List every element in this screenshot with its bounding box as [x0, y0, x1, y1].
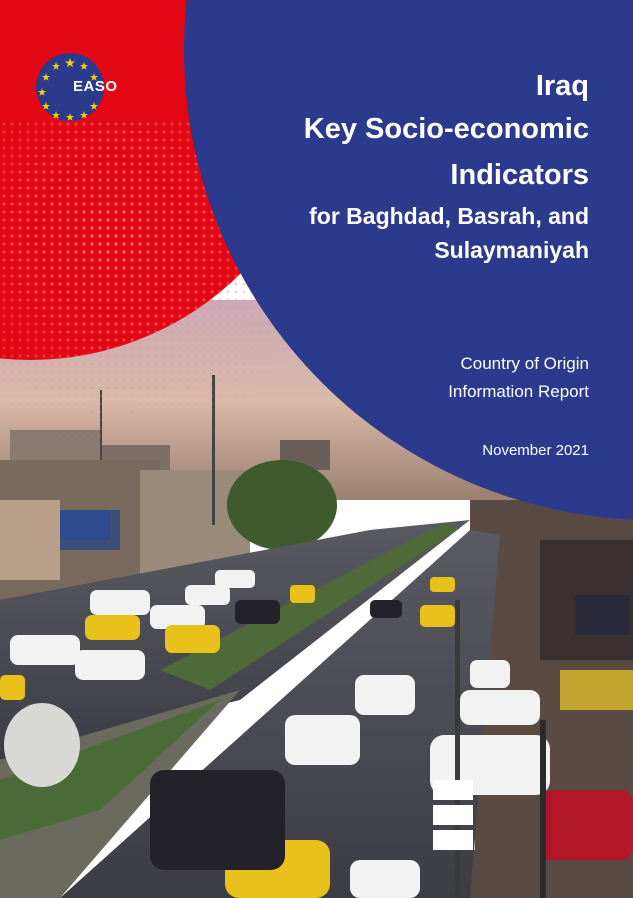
easo-logo-text: EASO — [73, 78, 118, 95]
title-line-2: Key Socio-economic — [303, 113, 589, 145]
title-country: Iraq — [535, 70, 589, 102]
title-line-5: Sulaymaniyah — [434, 237, 589, 263]
report-type-line-1: Country of Origin — [460, 354, 589, 373]
publication-date: November 2021 — [482, 442, 589, 459]
report-type-line-2: Information Report — [448, 382, 589, 401]
report-type — [448, 350, 589, 406]
title-line-4: for Baghdad, Basrah, and — [309, 203, 589, 229]
report-title — [304, 66, 589, 266]
title-line-3: Indicators — [450, 159, 589, 191]
